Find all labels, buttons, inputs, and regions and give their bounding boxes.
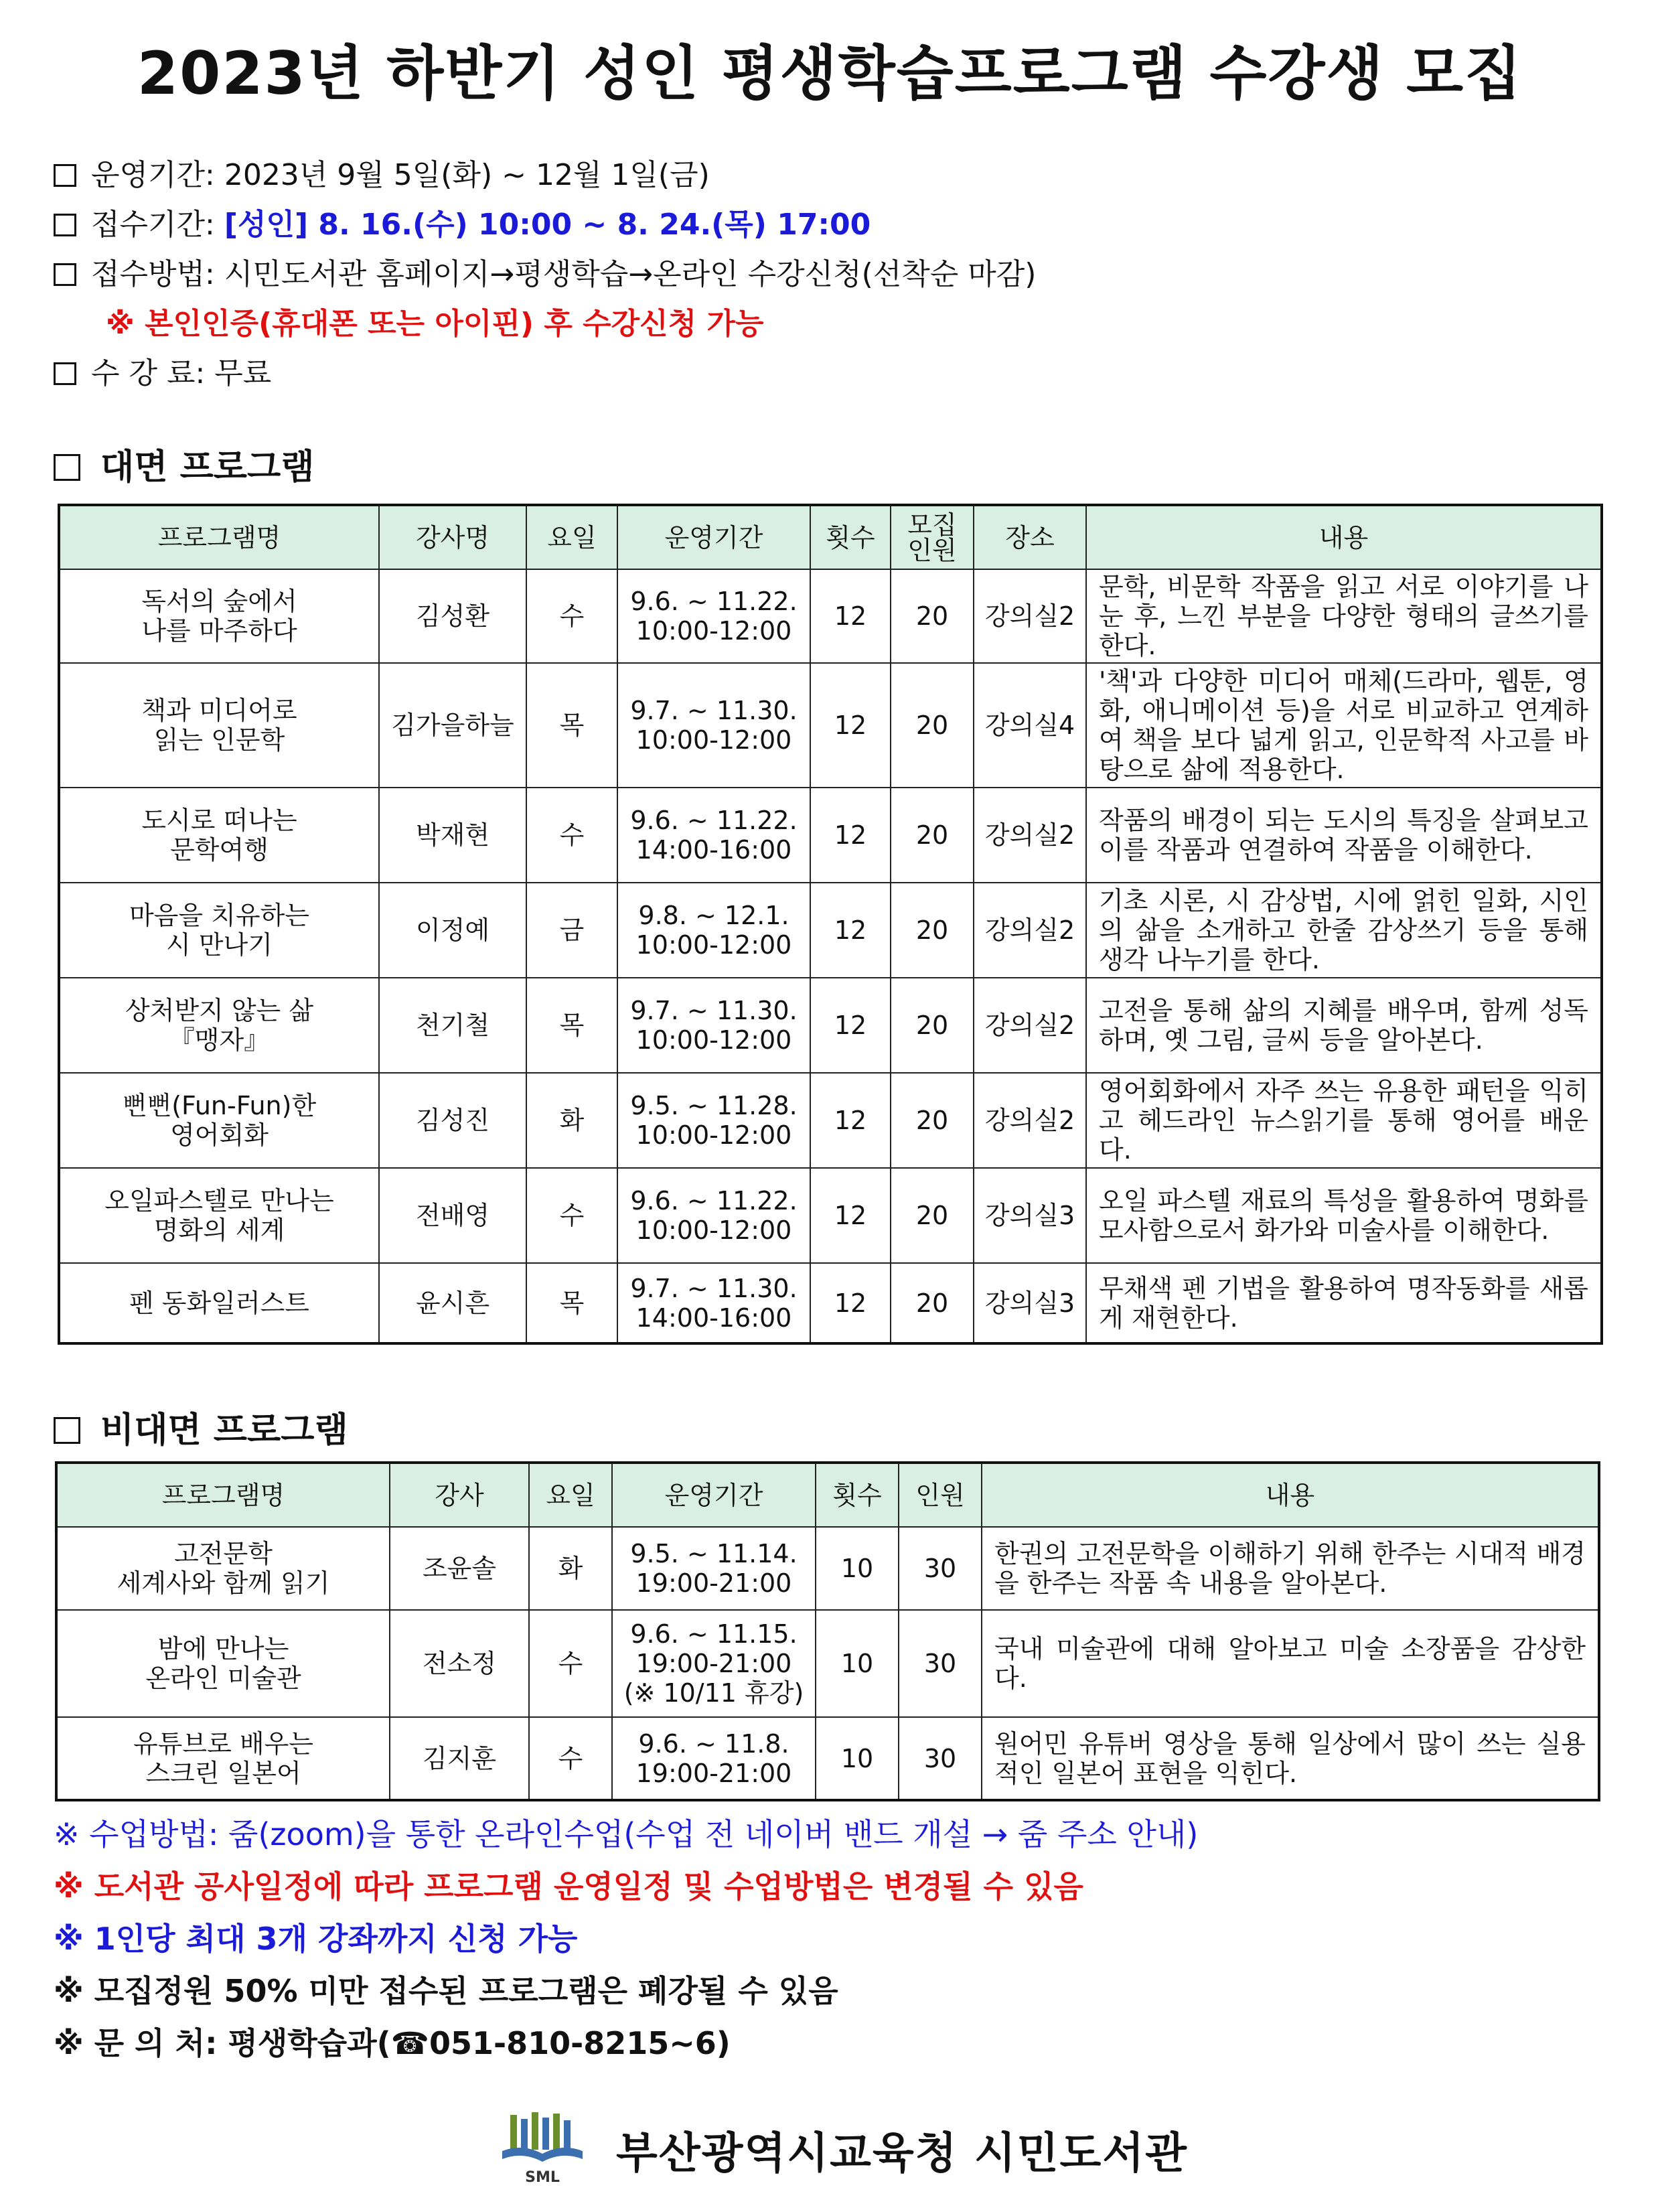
- table-row: [59, 1263, 1602, 1343]
- capacity-cell: 30: [899, 1717, 982, 1800]
- offline-heading-text: 대면 프로그램: [100, 447, 315, 488]
- place-cell: 강의실3: [974, 1168, 1086, 1263]
- program-name-cell: 오일파스텔로 만나는 명화의 세계: [59, 1168, 379, 1263]
- day-cell: 수: [526, 1168, 617, 1263]
- notes-section: [54, 1808, 1607, 2069]
- place-cell: 강의실2: [974, 883, 1086, 978]
- capacity-cell: 20: [891, 883, 974, 978]
- place-cell: 강의실2: [974, 978, 1086, 1073]
- checkbox-icon: [54, 263, 76, 286]
- table-row: [56, 1717, 1599, 1800]
- program-name-cell: 마음을 치유하는 시 만나기: [59, 883, 379, 978]
- day-cell: 수: [529, 1717, 612, 1800]
- program-name-cell: 상처받지 않는 삶 『맹자』: [59, 978, 379, 1073]
- place-cell: 강의실4: [974, 663, 1086, 788]
- day-cell: 수: [529, 1610, 612, 1717]
- header-content: 내용: [1086, 505, 1602, 569]
- schedule-cell: 9.6. ~ 11.15. 19:00-21:00 (※ 10/11 휴강): [612, 1610, 816, 1717]
- instructor-cell: 김성환: [379, 569, 526, 663]
- method-text: 접수방법: 시민도서관 홈페이지→평생학습→온라인 수강신청(선착순 마감): [91, 257, 1037, 291]
- schedule-cell: 9.8. ~ 12.1. 10:00-12:00: [617, 883, 810, 978]
- capacity-cell: 20: [891, 569, 974, 663]
- schedule-cell: 9.5. ~ 11.14. 19:00-21:00: [612, 1527, 816, 1610]
- count-cell: 12: [810, 978, 891, 1073]
- online-table: [55, 1461, 1600, 1801]
- content-cell: 원어민 유튜버 영상을 통해 일상에서 많이 쓰는 실용적인 일본어 표현을 익힌다.: [982, 1717, 1599, 1800]
- checkbox-icon: [54, 164, 76, 187]
- instructor-cell: 윤시흔: [379, 1263, 526, 1343]
- auth-note: ※ 본인인증(휴대폰 또는 아이핀) 후 수강신청 가능: [106, 307, 764, 341]
- count-cell: 12: [810, 1263, 891, 1343]
- program-name-cell: 책과 미디어로 읽는 인문학: [59, 663, 379, 788]
- info-fee: [54, 349, 1594, 398]
- reception-label: 접수기간:: [91, 208, 224, 242]
- place-cell: 강의실2: [974, 788, 1086, 883]
- schedule-cell: 9.7. ~ 11.30. 10:00-12:00: [617, 663, 810, 788]
- schedule-cell: 9.6. ~ 11.22. 10:00-12:00: [617, 1168, 810, 1263]
- place-cell: 강의실2: [974, 569, 1086, 663]
- day-cell: 수: [526, 569, 617, 663]
- note-schedule-change: ※ 도서관 공사일정에 따라 프로그램 운영일정 및 수업방법은 변경될 수 있음: [54, 1868, 1083, 1905]
- online-heading: [54, 1402, 348, 1452]
- content-cell: 영어회화에서 자주 쓰는 유용한 패턴을 익히고 헤드라인 뉴스읽기를 통해 영어를 배운다.: [1086, 1073, 1602, 1168]
- count-cell: 10: [816, 1610, 899, 1717]
- header-content: 내용: [982, 1463, 1599, 1527]
- table-row: [59, 788, 1602, 883]
- capacity-cell: 20: [891, 663, 974, 788]
- library-logo: [496, 2110, 589, 2190]
- schedule-cell: 9.6. ~ 11.22. 14:00-16:00: [617, 788, 810, 883]
- checkbox-icon: [54, 1417, 80, 1444]
- header-program: 프로그램명: [59, 505, 379, 569]
- count-cell: 12: [810, 663, 891, 788]
- header-day: 요일: [529, 1463, 612, 1527]
- table-row: [59, 569, 1602, 663]
- content-cell: 한권의 고전문학을 이해하기 위해 한주는 시대적 배경을 한주는 작품 속 내용을 알아본다.: [982, 1527, 1599, 1610]
- header-instructor: 강사명: [379, 505, 526, 569]
- instructor-cell: 이정예: [379, 883, 526, 978]
- checkbox-icon: [54, 214, 76, 236]
- day-cell: 수: [526, 788, 617, 883]
- day-cell: 화: [529, 1527, 612, 1610]
- instructor-cell: 박재현: [379, 788, 526, 883]
- checkbox-icon: [54, 454, 80, 481]
- header-schedule: 운영기간: [612, 1463, 816, 1527]
- place-cell: 강의실3: [974, 1263, 1086, 1343]
- day-cell: 목: [526, 978, 617, 1073]
- content-cell: 무채색 펜 기법을 활용하여 명작동화를 새롭게 재현한다.: [1086, 1263, 1602, 1343]
- schedule-cell: 9.7. ~ 11.30. 10:00-12:00: [617, 978, 810, 1073]
- capacity-cell: 30: [899, 1527, 982, 1610]
- header-day: 요일: [526, 505, 617, 569]
- content-cell: 기초 시론, 시 감상법, 시에 얽힌 일화, 시인의 삶을 소개하고 한줄 감상쓰기 등을 통해 생각 나누기를 한다.: [1086, 883, 1602, 978]
- note-cancel: ※ 모집정원 50% 미만 접수된 프로그램은 폐강될 수 있음: [54, 1973, 838, 2009]
- content-cell: 문학, 비문학 작품을 읽고 서로 이야기를 나눈 후, 느낀 부분을 다양한 형태의 글쓰기를 한다.: [1086, 569, 1602, 663]
- table-row: [59, 1073, 1602, 1168]
- content-cell: '책'과 다양한 미디어 매체(드라마, 웹툰, 영화, 애니메이션 등)을 서로 비교하고 연계하여 책을 보다 넓게 읽고, 인문학적 사고를 바탕으로 삶에 적용한다.: [1086, 663, 1602, 788]
- offline-heading: [54, 439, 315, 489]
- header-schedule: 운영기간: [617, 505, 810, 569]
- schedule-cell: 9.6. ~ 11.22. 10:00-12:00: [617, 569, 810, 663]
- capacity-cell: 20: [891, 978, 974, 1073]
- checkbox-icon: [54, 362, 76, 385]
- info-period: [54, 151, 1594, 200]
- header-capacity: 모집 인원: [891, 505, 974, 569]
- footer: [496, 2110, 1188, 2190]
- offline-table: [58, 504, 1603, 1345]
- program-name-cell: 유튜브로 배우는 스크린 일본어: [56, 1717, 390, 1800]
- schedule-cell: 9.6. ~ 11.8. 19:00-21:00: [612, 1717, 816, 1800]
- header-program: 프로그램명: [56, 1463, 390, 1527]
- instructor-cell: 전소정: [390, 1610, 529, 1717]
- header-instructor: 강사: [390, 1463, 529, 1527]
- program-name-cell: 독서의 숲에서 나를 마주하다: [59, 569, 379, 663]
- content-cell: 국내 미술관에 대해 알아보고 미술 소장품을 감상한다.: [982, 1610, 1599, 1717]
- table-row: [59, 883, 1602, 978]
- capacity-cell: 20: [891, 1263, 974, 1343]
- place-cell: 강의실2: [974, 1073, 1086, 1168]
- header-capacity: 인원: [899, 1463, 982, 1527]
- table-row: [56, 1527, 1599, 1610]
- program-name-cell: 도시로 떠나는 문학여행: [59, 788, 379, 883]
- schedule-cell: 9.7. ~ 11.30. 14:00-16:00: [617, 1263, 810, 1343]
- instructor-cell: 김성진: [379, 1073, 526, 1168]
- note-limit: ※ 1인당 최대 3개 강좌까지 신청 가능: [54, 1921, 578, 1957]
- program-name-cell: 펜 동화일러스트: [59, 1263, 379, 1343]
- logo-text: SML: [525, 2169, 560, 2186]
- schedule-cell: 9.5. ~ 11.28. 10:00-12:00: [617, 1073, 810, 1168]
- capacity-cell: 20: [891, 1168, 974, 1263]
- table-row: [56, 1610, 1599, 1717]
- day-cell: 화: [526, 1073, 617, 1168]
- header-count: 횟수: [810, 505, 891, 569]
- offline-header-row: [59, 505, 1602, 569]
- note-contact: ※ 문 의 처: 평생학습과(☎051-810-8215~6): [54, 2025, 731, 2061]
- content-cell: 작품의 배경이 되는 도시의 특징을 살펴보고 이를 작품과 연결하여 작품을 이해한다.: [1086, 788, 1602, 883]
- count-cell: 12: [810, 569, 891, 663]
- capacity-cell: 20: [891, 788, 974, 883]
- table-row: [59, 663, 1602, 788]
- count-cell: 12: [810, 883, 891, 978]
- note-method: ※ 수업방법: 줌(zoom)을 통한 온라인수업(수업 전 네이버 밴드 개설 → 줌 주소 안내): [54, 1816, 1199, 1852]
- table-row: [59, 1168, 1602, 1263]
- content-cell: 고전을 통해 삶의 지혜를 배우며, 함께 성독하며, 옛 그림, 글씨 등을 알아본다.: [1086, 978, 1602, 1073]
- instructor-cell: 천기철: [379, 978, 526, 1073]
- instructor-cell: 김지훈: [390, 1717, 529, 1800]
- book-logo-icon: [496, 2110, 589, 2190]
- count-cell: 10: [816, 1717, 899, 1800]
- program-name-cell: 밤에 만나는 온라인 미술관: [56, 1610, 390, 1717]
- header-place: 장소: [974, 505, 1086, 569]
- info-section: [54, 151, 1594, 398]
- program-name-cell: 고전문학 세계사와 함께 읽기: [56, 1527, 390, 1610]
- info-method: [54, 250, 1594, 299]
- fee-text: 수 강 료: 무료: [91, 356, 272, 390]
- count-cell: 10: [816, 1527, 899, 1610]
- instructor-cell: 전배영: [379, 1168, 526, 1263]
- online-heading-text: 비대면 프로그램: [100, 1410, 348, 1451]
- day-cell: 목: [526, 663, 617, 788]
- period-text: 운영기간: 2023년 9월 5일(화) ~ 12월 1일(금): [91, 158, 710, 192]
- reception-value: [성인] 8. 16.(수) 10:00 ~ 8. 24.(목) 17:00: [224, 208, 871, 242]
- table-row: [59, 978, 1602, 1073]
- capacity-cell: 20: [891, 1073, 974, 1168]
- count-cell: 12: [810, 1073, 891, 1168]
- instructor-cell: 조윤솔: [390, 1527, 529, 1610]
- page-title: 2023년 하반기 성인 평생학습프로그램 수강생 모집: [137, 39, 1523, 108]
- header-count: 횟수: [816, 1463, 899, 1527]
- content-cell: 오일 파스텔 재료의 특성을 활용하여 명화를 모사함으로서 화가와 미술사를 이해한다.: [1086, 1168, 1602, 1263]
- program-name-cell: 뻔뻔(Fun-Fun)한 영어회화: [59, 1073, 379, 1168]
- day-cell: 목: [526, 1263, 617, 1343]
- count-cell: 12: [810, 1168, 891, 1263]
- organization-name: 부산광역시교육청 시민도서관: [616, 2129, 1188, 2179]
- info-reception: [54, 200, 1594, 250]
- day-cell: 금: [526, 883, 617, 978]
- count-cell: 12: [810, 788, 891, 883]
- online-header-row: [56, 1463, 1599, 1527]
- instructor-cell: 김가을하늘: [379, 663, 526, 788]
- capacity-cell: 30: [899, 1610, 982, 1717]
